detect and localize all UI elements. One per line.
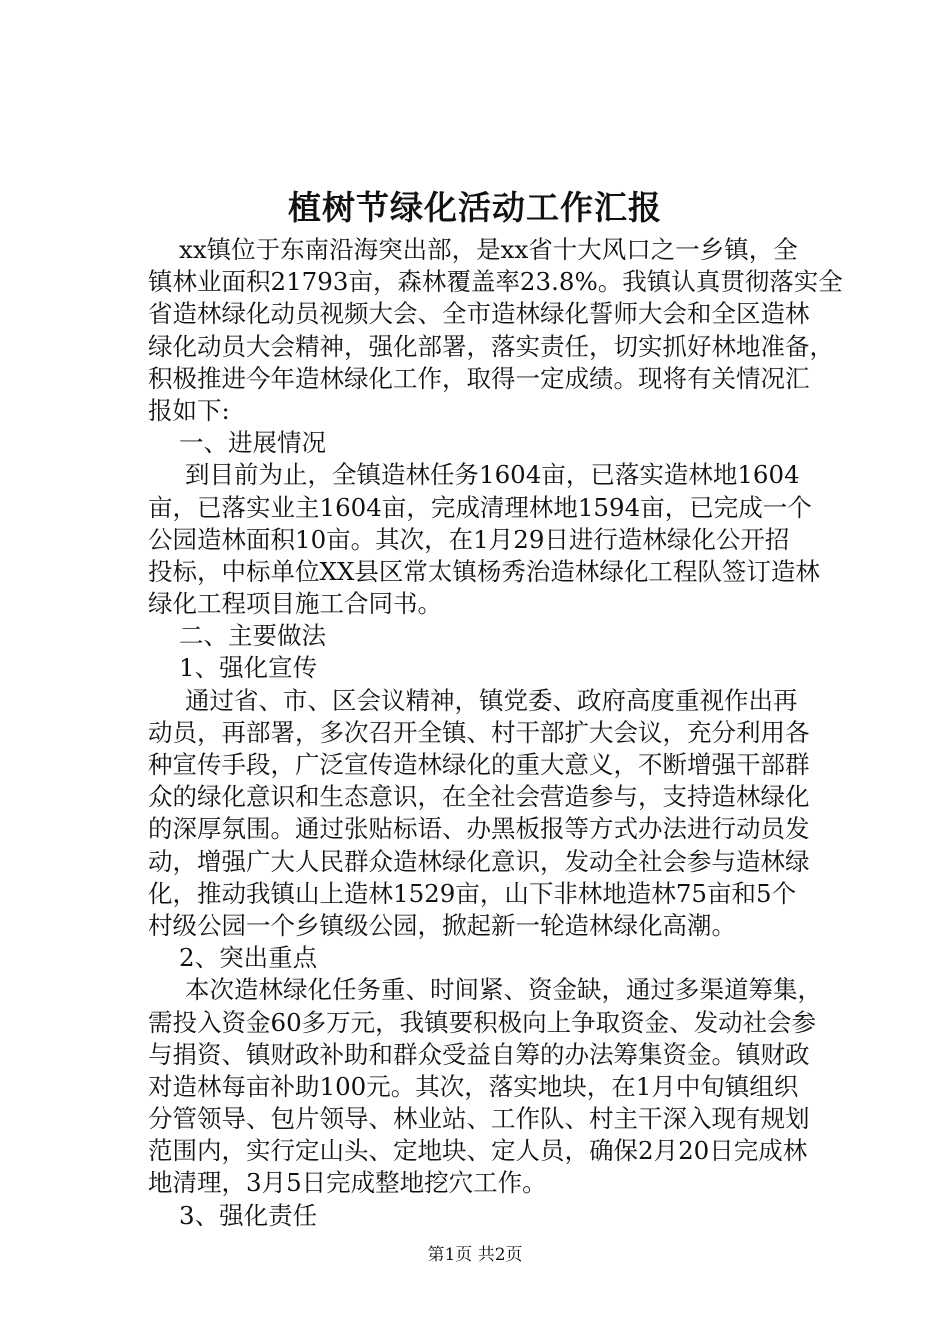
text-line: 绿化工程项目施工合同书。 — [148, 589, 442, 619]
text-line: 2、突出重点 — [179, 943, 318, 973]
text-line: 本次造林绿化任务重、时间紧、资金缺，通过多渠道筹集， — [185, 975, 822, 1005]
text-line: 二、主要做法 — [179, 621, 326, 651]
page-footer: 第1页 共2页 — [427, 1245, 523, 1265]
text-line: 地清理，3月5日完成整地挖穴工作。 — [148, 1168, 547, 1198]
text-line: 对造林每亩补助100元。其次，落实地块，在1月中旬镇组织 — [148, 1071, 799, 1101]
text-line: 公园造林面积10亩。其次，在1月29日进行造林绿化公开招 — [148, 524, 790, 554]
document-title: 植树节绿化活动工作汇报 — [288, 188, 662, 227]
text-line: xx镇位于东南沿海突出部，是xx省十大风口之一乡镇，全 — [179, 235, 798, 264]
text-line: 亩，已落实业主1604亩，完成清理林地1594亩，已完成一个 — [148, 492, 812, 522]
text-line: 动，增强广大人民群众造林绿化意识，发动全社会参与造林绿 — [148, 846, 810, 876]
text-line: 种宣传手段，广泛宣传造林绿化的重大意义，不断增强干部群 — [148, 750, 810, 779]
text-line: 绿化动员大会精神，强化部署，落实责任，切实抓好林地准备， — [148, 331, 834, 361]
text-line: 通过省、市、区会议精神，镇党委、政府高度重视作出再 — [185, 685, 798, 715]
text-line: 省造林绿化动员视频大会、全市造林绿化誓师大会和全区造林 — [148, 299, 810, 329]
text-line: 众的绿化意识和生态意识，在全社会营造参与，支持造林绿化 — [148, 782, 810, 812]
text-line: 到目前为止，全镇造林任务1604亩，已落实造林地1604 — [185, 460, 800, 490]
text-line: 投标，中标单位XX县区常太镇杨秀治造林绿化工程队签订造林 — [148, 556, 820, 586]
text-line: 积极推进今年造林绿化工作，取得一定成绩。现将有关情况汇 — [148, 363, 810, 393]
text-line: 分管领导、包片领导、林业站、工作队、村主干深入现有规划 — [148, 1104, 810, 1134]
text-line: 1、强化宣传 — [179, 653, 318, 683]
text-line: 动员，再部署，多次召开全镇、村干部扩大会议，充分利用各 — [148, 717, 810, 747]
text-line: 需投入资金60多万元，我镇要积极向上争取资金、发动社会参 — [148, 1007, 817, 1037]
text-line: 一、进展情况 — [179, 428, 326, 458]
text-line: 的深厚氛围。通过张贴标语、办黑板报等方式办法进行动员发 — [148, 814, 810, 844]
text-line: 与捐资、镇财政补助和群众受益自筹的办法筹集资金。镇财政 — [148, 1039, 810, 1069]
text-line: 镇林业面积21793亩，森林覆盖率23.8%。我镇认真贯彻落实全 — [148, 267, 843, 297]
document-body — [148, 234, 843, 1232]
text-line: 村级公园一个乡镇级公园，掀起新一轮造林绿化高潮。 — [148, 910, 736, 940]
text-line: 范围内，实行定山头、定地块、定人员，确保2月20日完成林 — [148, 1136, 808, 1166]
text-line: 3、强化责任 — [179, 1200, 318, 1230]
text-line: 化，推动我镇山上造林1529亩，山下非林地造林75亩和5个 — [148, 878, 797, 908]
text-line: 报如下: — [148, 395, 230, 425]
